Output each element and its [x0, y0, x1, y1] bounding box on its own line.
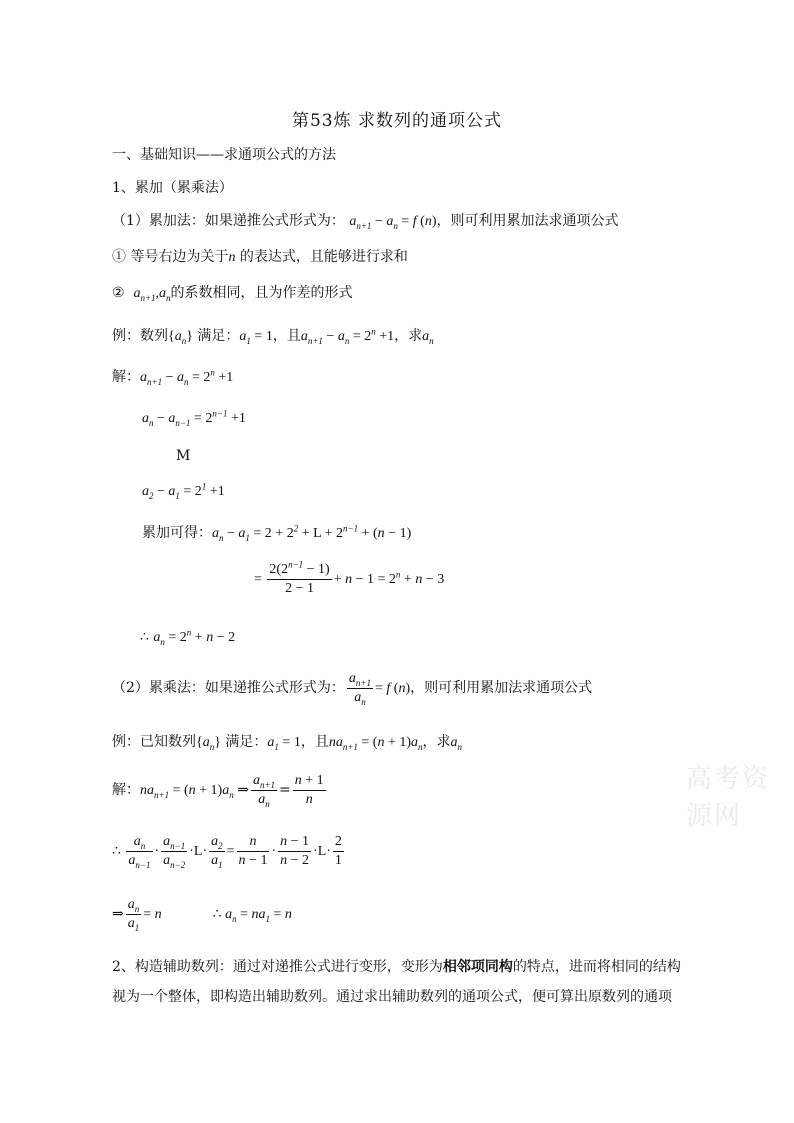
solution-1-line-3: $a_2 - a_1 = 2^1 +1$ — [142, 481, 225, 501]
condition-1: ① 等号右边为关于n 的表达式，且能够进行求和 — [112, 249, 408, 265]
solution-2-product: ∴ $\frac{a_n}{a_{n-1}}$ · $\frac{a_{n-1}}{a_{n-2}}$ ·L· $\frac{a_2}{a_1}$ = $\frac{n}{n - 1}$ · $\frac{n - 1}{n - 2}$ ·L· $\frac{2}{1}$ — [112, 834, 342, 871]
solution-1-sum: 累加可得：$a_n - a_1 = 2 + 2^2 + L + 2^{n-1} + (n - 1)$ — [142, 523, 412, 543]
example-1: 例：数列$\{a_n\}$ 满足：$a_1 = 1$，且$a_{n+1} - a_n = 2^n +1$，求$a_n$ — [112, 326, 434, 346]
vertical-ellipsis: M — [176, 448, 191, 464]
solution-1-result: = $\frac{2(2^{n-1} - 1)}{2 - 1}$ + $n - 1 = 2^n + n - 3$ — [254, 559, 445, 597]
method-1-label: （1）累加法：如果递推公式形式为： — [112, 213, 345, 229]
method-1-line — [112, 211, 618, 232]
solution-1-line-2: $a_n - a_{n-1} = 2^{n-1} +1$ — [142, 408, 246, 428]
page-title: 第53炼 求数列的通项公式 — [291, 111, 503, 131]
section-heading: 一、基础知识——求通项公式的方法 — [112, 147, 336, 163]
method-1-tail: ，则可利用累加法求通项公式 — [436, 213, 619, 229]
ratio-fraction: $\frac{a_{n+1}}{a_n}$ — [348, 670, 371, 707]
watermark: 高考资源网 — [686, 764, 771, 831]
solution-2-conclusion: ⇒ $\frac{a_n}{a_1}$ = n ∴ $a_n = na_1 = n$ — [112, 897, 292, 934]
emphasis-text: 相邻项同构 — [442, 959, 513, 975]
example-2: 例：已知数列$\{a_n\}$ 满足：$a_1 = 1$，且$na_{n+1} = (n + 1)a_n$，求$a_n$ — [112, 734, 463, 752]
solution-2-line-1: 解：$na_{n+1} = (n + 1)a_n$ ⇒ $\frac{a_{n+1}}{a_n}$ = $\frac{n + 1}{n}$ — [112, 772, 324, 809]
condition-2: ② $a_{n+1},a_n$的系数相同，且为作差的形式 — [112, 285, 353, 303]
method-2-line: （2）累乘法：如果递推公式形式为： $\frac{a_{n+1}}{a_n}$ = f (n)，则可利用累加法求通项公式 — [112, 670, 593, 707]
geometric-sum-fraction: $\frac{2(2^{n-1} - 1)}{2 - 1}$ — [269, 559, 330, 597]
solution-1-line-1: 解：$a_{n+1} - a_n = 2^n +1$ — [112, 367, 234, 387]
item-2-paragraph: 2、构造辅助数列：通过对递推公式进行变形，变形为相邻项同构的特点，进而将相同的结构视为一个整体，即构造出辅助数列。通过求出辅助数列的通项公式，便可算出原数列的通项 — [112, 959, 681, 1005]
solution-1-conclusion: ∴ $a_n = 2^n + n - 2$ — [140, 627, 236, 647]
recurrence-formula: $a_{n+1} - a_n = f$ (n) — [349, 214, 437, 231]
item-heading: 1、累加（累乘法） — [112, 180, 233, 196]
